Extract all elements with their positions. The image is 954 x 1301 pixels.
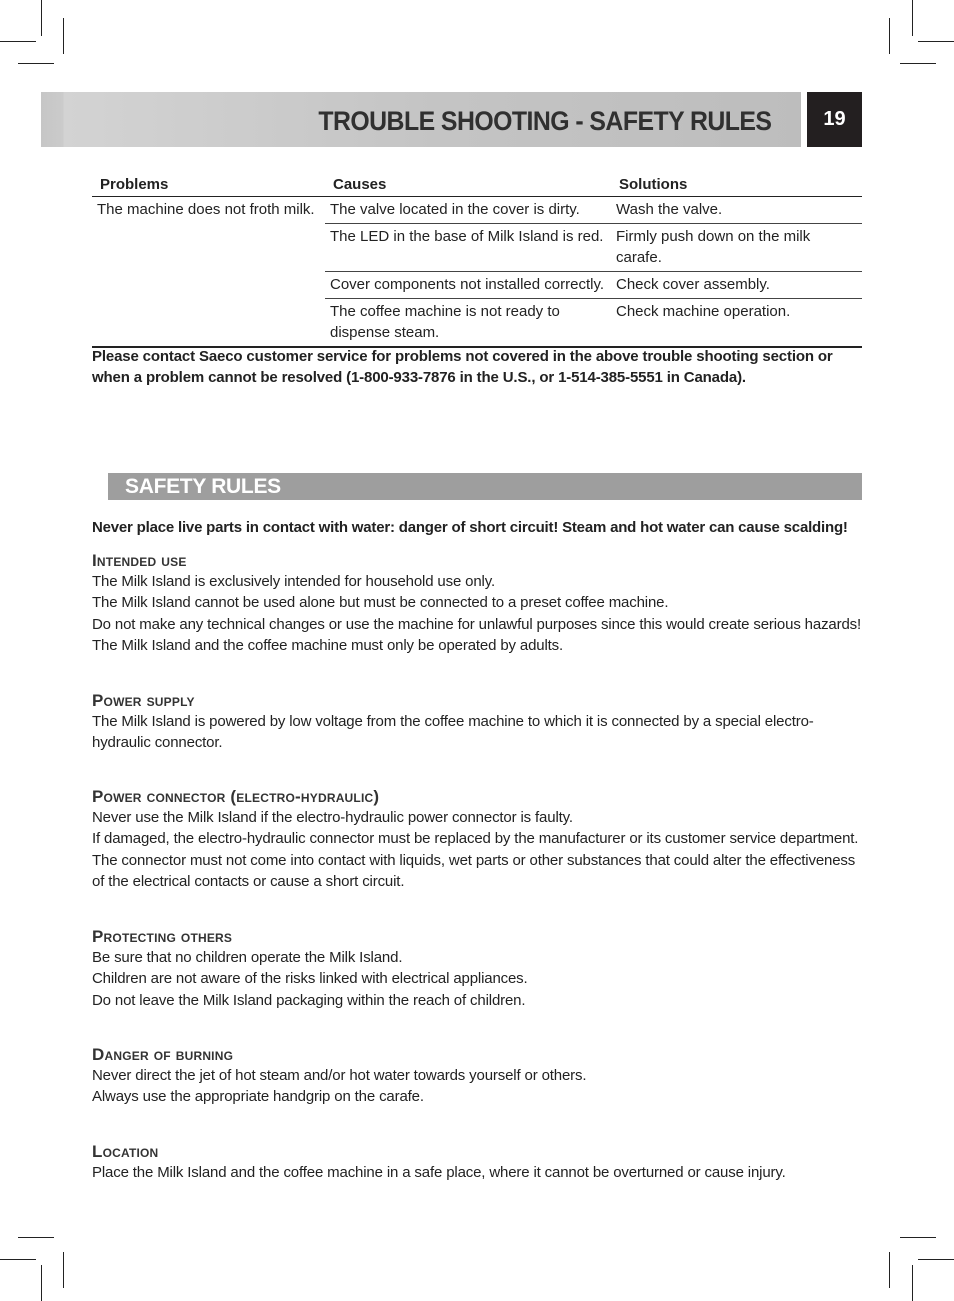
section-line: The Milk Island is exclusively intended for household use only. xyxy=(92,573,495,590)
crop-mark xyxy=(41,0,42,36)
column-header-causes: Causes xyxy=(325,172,611,197)
section-line: The Milk Island is powered by low voltage from the coffee machine to which it is connected by a special electro- xyxy=(92,713,814,730)
solution-cell: Wash the valve. xyxy=(611,197,862,224)
crop-mark xyxy=(63,1252,64,1288)
column-header-solutions: Solutions xyxy=(611,172,862,197)
section-title: Protecting others xyxy=(92,927,233,946)
section-danger-of-burning xyxy=(92,1045,867,1108)
safety-rules-heading: SAFETY RULES xyxy=(125,475,281,498)
section-line: If damaged, the electro-hydraulic connector must be replaced by the manufacturer or its customer service department. xyxy=(92,830,859,848)
section-line: The connector must not come into contact with liquids, wet parts or other substances that could alter the effectiveness xyxy=(92,851,856,869)
crop-mark xyxy=(0,41,36,42)
crop-mark xyxy=(63,18,64,54)
section-line: The Milk Island cannot be used alone but must be connected to a preset coffee machine. xyxy=(92,594,669,612)
section-title: Power supply xyxy=(92,691,195,710)
section-line: hydraulic connector. xyxy=(92,734,223,752)
section-line: Be sure that no children operate the Milk Island. xyxy=(92,949,403,966)
solution-cell: Firmly push down on the milk carafe. xyxy=(611,224,862,272)
crop-mark xyxy=(918,1259,954,1260)
customer-service-note: Please contact Saeco customer service for problems not covered in the above trouble shooting section or when a problem cannot be resolved (1-800-933-7876 in the U.S., or 1-514-385-5551 in Canada). xyxy=(92,348,833,386)
section-power-connector xyxy=(92,787,867,892)
trouble-shooting-table xyxy=(92,172,862,348)
safety-rules-heading-bar xyxy=(108,473,862,500)
solution-cell: Check cover assembly. xyxy=(611,272,862,299)
section-line: Do not make any technical changes or use the machine for unlawful purposes since this would create serious hazards! xyxy=(92,615,862,633)
crop-mark xyxy=(900,63,936,64)
section-intended-use xyxy=(92,551,867,656)
section-location xyxy=(92,1142,867,1183)
section-title: Intended use xyxy=(92,551,187,570)
page-number: 19 xyxy=(807,92,862,147)
table-row xyxy=(92,197,862,224)
section-title: Location xyxy=(92,1142,159,1161)
section-line: Children are not aware of the risks linked with electrical appliances. xyxy=(92,970,528,988)
crop-mark xyxy=(889,1252,890,1288)
section-line: Do not leave the Milk Island packaging within the reach of children. xyxy=(92,991,526,1009)
section-power-supply xyxy=(92,691,867,754)
section-title: Danger of burning xyxy=(92,1045,234,1064)
cause-cell: Cover components not installed correctly. xyxy=(325,272,611,299)
crop-mark xyxy=(889,18,890,54)
column-header-problems: Problems xyxy=(92,172,325,197)
problem-cell: The machine does not froth milk. xyxy=(92,197,325,348)
section-protecting-others xyxy=(92,927,867,1011)
safety-warning: Never place live parts in contact with water: danger of short circuit! Steam and hot water can cause scalding! xyxy=(92,519,848,536)
cause-cell: The valve located in the cover is dirty. xyxy=(325,197,611,224)
section-line: The Milk Island and the coffee machine must only be operated by adults. xyxy=(92,636,564,654)
section-line: of the electrical contacts or cause a short circuit. xyxy=(92,872,405,890)
header-band xyxy=(41,92,801,147)
crop-mark xyxy=(18,63,54,64)
section-title: Power connector (electro-hydraulic) xyxy=(92,787,380,806)
crop-mark xyxy=(918,41,954,42)
section-line: Place the Milk Island and the coffee machine in a safe place, where it cannot be overturned or cause injury. xyxy=(92,1164,786,1181)
section-line: Always use the appropriate handgrip on the carafe. xyxy=(92,1088,424,1106)
crop-mark xyxy=(18,1237,54,1238)
section-line: Never direct the jet of hot steam and/or hot water towards yourself or others. xyxy=(92,1067,587,1084)
solution-cell: Check machine operation. xyxy=(611,299,862,348)
crop-mark xyxy=(41,1265,42,1301)
crop-mark xyxy=(912,1265,913,1301)
page-title: TROUBLE SHOOTING - SAFETY RULES xyxy=(317,106,771,136)
cause-cell: The LED in the base of Milk Island is red. xyxy=(325,224,611,272)
section-line: Never use the Milk Island if the electro-hydraulic power connector is faulty. xyxy=(92,809,573,826)
cause-cell: The coffee machine is not ready to dispense steam. xyxy=(325,299,611,348)
crop-mark xyxy=(0,1259,36,1260)
crop-mark xyxy=(900,1237,936,1238)
table-header-row xyxy=(92,172,862,197)
crop-mark xyxy=(912,0,913,36)
